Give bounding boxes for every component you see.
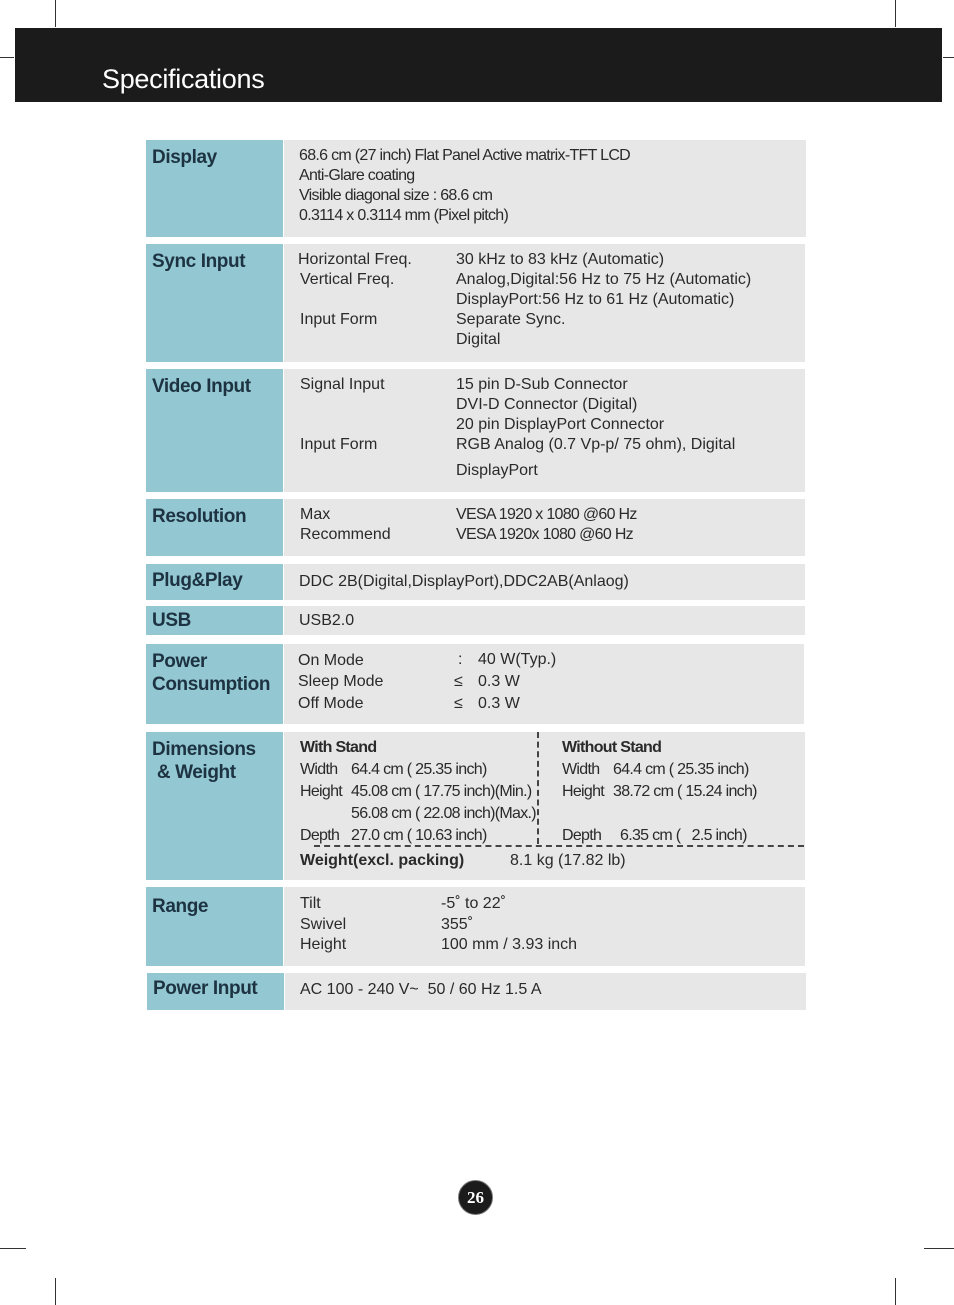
plug-play-label: Plug&Play [146,564,283,600]
dimensions-label-line: & Weight [152,762,236,783]
power-consumption-label [146,644,283,724]
vertical-freq-value: Analog,Digital:56 Hz to 75 Hz (Automatic) [456,271,752,288]
signal-input-value: 20 pin DisplayPort Connector [456,416,665,433]
height-adjust-label: Height [300,936,347,953]
without-stand-width-value: 64.4 cm ( 25.35 inch) [613,761,749,778]
without-stand-height-label: Height [562,783,605,800]
page-number: 26 [458,1180,493,1215]
vertical-freq-value: DisplayPort:56 Hz to 61 Hz (Automatic) [456,291,735,308]
sleep-mode-symbol: ≤ [454,673,463,690]
sleep-mode-label: Sleep Mode [298,673,384,690]
crop-mark [55,0,56,27]
signal-input-label: Signal Input [300,376,385,393]
crop-mark [895,1278,896,1305]
with-stand-height-label: Height [300,783,343,800]
plug-play-value: DDC 2B(Digital,DisplayPort),DDC2AB(Anlaog) [299,573,629,590]
page-title: Specifications [102,64,265,94]
input-form-value: Digital [456,331,501,348]
input-form-label: Input Form [300,436,378,453]
off-mode-symbol: ≤ [454,695,463,712]
crop-mark [0,1248,26,1249]
swivel-value: 355˚ [441,916,474,933]
input-form-value: DisplayPort [456,462,538,479]
power-input-value: AC 100 - 240 V~ 50 / 60 Hz 1.5 A [300,981,542,998]
off-mode-label: Off Mode [298,695,364,712]
resolution-label: Resolution [146,499,283,556]
sync-input-content [284,244,805,362]
crop-mark [943,57,954,58]
input-form-value: Separate Sync. [456,311,566,328]
vertical-freq-label: Vertical Freq. [300,271,395,288]
without-stand-width-label: Width [562,761,600,778]
display-label: Display [146,140,283,237]
horizontal-freq-value: 30 kHz to 83 kHz (Automatic) [456,251,665,268]
display-line: 0.3114 x 0.3114 mm (Pixel pitch) [299,207,509,224]
max-resolution-value: VESA 1920 x 1080 @60 Hz [456,506,637,523]
power-consumption-content [284,644,804,724]
plug-play-content [284,564,805,600]
tilt-label: Tilt [300,895,321,912]
usb-label: USB [146,606,283,635]
on-mode-symbol: : [458,651,463,668]
weight-divider [314,845,804,847]
crop-mark [924,1248,954,1249]
max-resolution-label: Max [300,506,331,523]
sync-input-label: Sync Input [146,244,283,362]
crop-mark [55,1278,56,1305]
video-input-content [284,369,805,492]
without-stand-depth-label: Depth [562,827,602,844]
input-form-label: Input Form [300,311,378,328]
without-stand-title: Without Stand [562,739,662,756]
column-divider [537,732,539,844]
tilt-value: -5˚ to 22˚ [441,895,506,912]
crop-mark [0,57,14,58]
display-line: 68.6 cm (27 inch) Flat Panel Active matrix-TFT LCD [299,147,631,164]
crop-mark [895,0,896,27]
recommend-resolution-label: Recommend [300,526,391,543]
horizontal-freq-label: Horizontal Freq. [298,251,412,268]
with-stand-width-value: 64.4 cm ( 25.35 inch) [351,761,487,778]
on-mode-value: 40 W(Typ.) [478,651,557,668]
display-line: Anti-Glare coating [299,167,415,184]
signal-input-value: DVI-D Connector (Digital) [456,396,638,413]
sleep-mode-value: 0.3 W [478,673,520,690]
with-stand-height-max: 56.08 cm ( 22.08 inch)(Max.) [351,805,536,822]
off-mode-value: 0.3 W [478,695,520,712]
signal-input-value: 15 pin D-Sub Connector [456,376,628,393]
range-label: Range [146,887,283,966]
with-stand-title: With Stand [300,739,377,756]
height-adjust-value: 100 mm / 3.93 inch [441,936,578,953]
power-consumption-label-line: Power [152,651,208,672]
with-stand-width-label: Width [300,761,338,778]
weight-label: Weight(excl. packing) [300,852,465,869]
dimensions-label-line: Dimensions [152,739,256,760]
recommend-resolution-value: VESA 1920x 1080 @60 Hz [456,526,633,543]
power-input-label: Power Input [147,973,284,1010]
dimensions-label [146,732,283,880]
display-content [284,140,806,237]
with-stand-height-min: 45.08 cm ( 17.75 inch)(Min.) [351,783,532,800]
video-input-label: Video Input [146,369,283,492]
with-stand-depth-value: 27.0 cm ( 10.63 inch) [351,827,487,844]
range-content [284,887,805,966]
input-form-value: RGB Analog (0.7 Vp-p/ 75 ohm), Digital [456,436,736,453]
dimensions-content [284,732,805,880]
without-stand-depth-value: 6.35 cm ( 2.5 inch) [620,827,747,844]
usb-value: USB2.0 [299,612,355,629]
resolution-content [284,499,805,556]
header-bar [15,28,942,102]
on-mode-label: On Mode [298,652,364,669]
weight-value: 8.1 kg (17.82 lb) [510,852,626,869]
swivel-label: Swivel [300,916,347,933]
with-stand-depth-label: Depth [300,827,340,844]
without-stand-height-value: 38.72 cm ( 15.24 inch) [613,783,757,800]
power-consumption-label-line: Consumption [152,674,271,695]
usb-content [284,606,805,635]
power-input-content [285,973,806,1010]
display-line: Visible diagonal size : 68.6 cm [299,187,493,204]
